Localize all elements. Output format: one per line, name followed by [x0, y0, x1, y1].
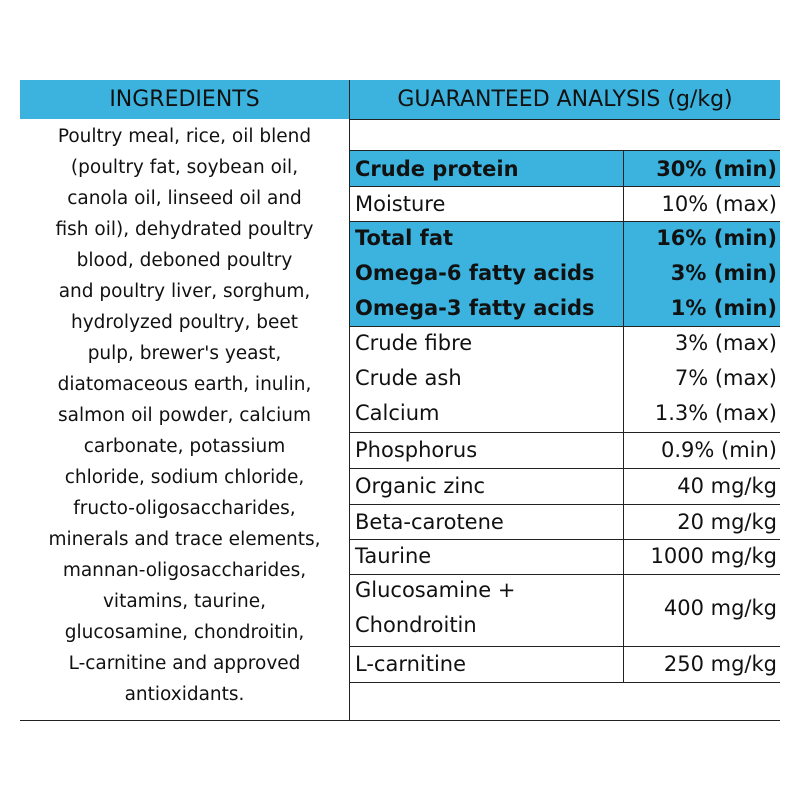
- nutrient-name: Omega-3 fatty acids: [355, 296, 595, 320]
- nutrient-name: Taurine: [355, 544, 432, 568]
- cell-divider: [623, 469, 624, 504]
- nutrient-value: 3% (min): [670, 261, 777, 285]
- nutrient-value: 40 mg/kg: [677, 474, 777, 498]
- ingredients-line: (poultry fat, soybean oil,: [70, 157, 299, 178]
- nutrient-value: 3% (max): [674, 331, 777, 355]
- nutrient-name: Omega-6 fatty acids: [355, 261, 595, 285]
- analysis-row-beta-carotene: [350, 505, 780, 540]
- analysis-row-fat-group: [350, 222, 780, 327]
- ingredients-line: fructo-oligosaccharides,: [73, 498, 296, 519]
- ingredients-line: carbonate, potassium: [83, 436, 286, 457]
- nutrient-value: 16% (min): [656, 226, 777, 250]
- cell-divider: [623, 433, 624, 468]
- ingredients-line: blood, deboned poultry: [76, 250, 293, 271]
- nutrient-name: Organic zinc: [355, 474, 486, 498]
- ingredients-line: minerals and trace elements,: [48, 529, 321, 550]
- nutrient-name: Chondroitin: [355, 613, 477, 637]
- cell-divider: [623, 540, 624, 574]
- ingredients-line: salmon oil powder, calcium: [58, 405, 311, 426]
- nutrient-value: 1000 mg/kg: [650, 544, 777, 568]
- nutrient-value: 7% (max): [674, 366, 777, 390]
- analysis-row-organic-zinc: [350, 469, 780, 505]
- cell-divider: [623, 222, 624, 326]
- analysis-table: [350, 119, 780, 683]
- cell-divider: [623, 647, 624, 682]
- ingredients-line: canola oil, linseed oil and: [67, 188, 302, 209]
- bottom-rule: [20, 720, 780, 721]
- ingredients-line: mannan-oligosaccharides,: [62, 560, 307, 581]
- analysis-row-crude-protein: [350, 151, 780, 187]
- nutrient-value: 250 mg/kg: [663, 652, 777, 676]
- ingredients-line: vitamins, taurine,: [102, 591, 266, 612]
- ingredients-line: Poultry meal, rice, oil blend: [57, 126, 312, 147]
- cell-divider: [623, 151, 624, 186]
- analysis-row-l-carnitine: [350, 647, 780, 683]
- ingredients-line: antioxidants.: [124, 684, 245, 705]
- ingredients-line: glucosamine, chondroitin,: [64, 622, 305, 643]
- analysis-row-taurine: [350, 540, 780, 575]
- nutrient-name: Phosphorus: [355, 438, 478, 462]
- ingredients-list: [20, 121, 349, 710]
- nutrient-name: Beta-carotene: [355, 510, 504, 534]
- analysis-row-glucosamine: [350, 575, 780, 647]
- nutrient-name: L-carnitine: [355, 652, 467, 676]
- analysis-row-moisture: [350, 187, 780, 222]
- ingredients-line: pulp, brewer's yeast,: [87, 343, 282, 364]
- nutrient-value: 1% (min): [670, 296, 777, 320]
- analysis-header-label: GUARANTEED ANALYSIS (g/kg): [397, 87, 733, 112]
- ingredients-line: L-carnitine and approved: [68, 653, 301, 674]
- nutrient-name: Crude protein: [355, 157, 519, 181]
- ingredients-line: fish oil), dehydrated poultry: [55, 219, 314, 240]
- ingredients-header-label: INGREDIENTS: [109, 87, 260, 112]
- nutrient-name: Total fat: [355, 226, 454, 250]
- nutrient-name: Glucosamine +: [355, 578, 516, 602]
- nutrient-value: 1.3% (max): [654, 401, 777, 425]
- cell-divider: [623, 327, 624, 432]
- cell-divider: [623, 505, 624, 539]
- nutrient-name: Calcium: [355, 401, 440, 425]
- ingredients-line: hydrolyzed poultry, beet: [71, 312, 298, 333]
- nutrient-value: 10% (max): [661, 192, 777, 216]
- nutrient-value: 0.9% (min): [660, 438, 777, 462]
- ingredients-line: and poultry liver, sorghum,: [58, 281, 311, 302]
- analysis-row-fibre-group: [350, 327, 780, 433]
- analysis-row-phosphorus: [350, 433, 780, 469]
- nutrient-value: 400 mg/kg: [663, 596, 777, 620]
- nutrient-value: 30% (min): [656, 157, 777, 181]
- ingredients-line: diatomaceous earth, inulin,: [57, 374, 312, 395]
- analysis-header: [350, 80, 780, 119]
- cell-divider: [623, 575, 624, 646]
- ingredients-line: chloride, sodium chloride,: [64, 467, 305, 488]
- nutrition-table: [20, 80, 780, 721]
- nutrient-value: 20 mg/kg: [677, 510, 777, 534]
- ingredients-header: [20, 80, 349, 119]
- nutrient-name: Crude fibre: [355, 331, 473, 355]
- nutrient-name: Crude ash: [355, 366, 462, 390]
- empty-row: [350, 119, 780, 151]
- nutrient-name: Moisture: [355, 192, 446, 216]
- cell-divider: [623, 187, 624, 221]
